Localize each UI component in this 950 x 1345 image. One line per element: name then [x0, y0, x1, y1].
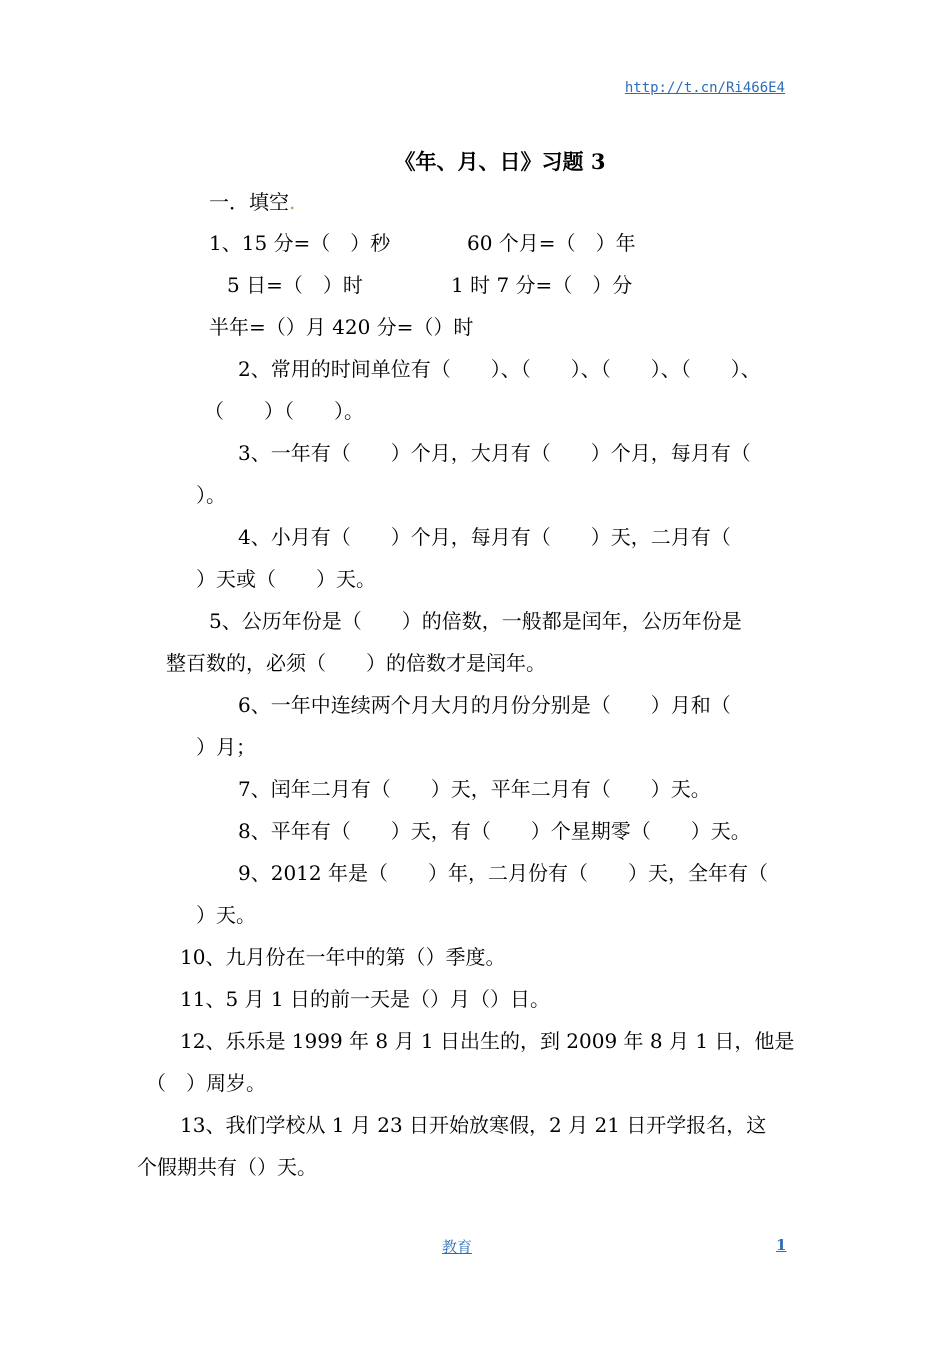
question-9-cont: ）天。 — [196, 903, 256, 927]
question-1e: 半年=（）月 420 分=（）时 — [209, 315, 474, 339]
question-1a: 1、15 分=（ ）秒 — [209, 231, 391, 255]
question-2: 2、常用的时间单位有（ ）、（ ）、（ ）、（ ）、 — [238, 357, 761, 381]
question-4-cont: ）天或（ ）天。 — [196, 567, 376, 591]
page-title: 《年、月、日》习题 3 — [394, 149, 606, 174]
question-3: 3、一年有（ ）个月，大月有（ ）个月，每月有（ — [238, 441, 751, 465]
question-8: 8、平年有（ ）天，有（ ）个星期零（ ）天。 — [238, 819, 751, 843]
question-6: 6、一年中连续两个月大月的月份分别是（ ）月和（ — [238, 693, 731, 717]
page-number[interactable]: 1 — [776, 1236, 787, 1254]
header-link[interactable]: http://t.cn/Ri466E4 — [624, 80, 785, 96]
question-5-cont: 整百数的，必须（ ）的倍数才是闰年。 — [166, 651, 546, 675]
question-1c: 5 日=（ ）时 — [227, 273, 363, 297]
question-13-cont: 个假期共有（）天。 — [137, 1155, 317, 1179]
question-12: 12、乐乐是 1999 年 8 月 1 日出生的，到 2009 年 8 月 1 日，他是 — [180, 1029, 795, 1053]
question-10: 10、九月份在一年中的第（）季度。 — [180, 945, 506, 969]
question-7: 7、闰年二月有（ ）天，平年二月有（ ）天。 — [238, 777, 711, 801]
question-11: 11、5 月 1 日的前一天是（）月（）日。 — [180, 987, 550, 1011]
question-3-cont: ）。 — [196, 483, 226, 507]
question-12-cont: （ ）周岁。 — [146, 1071, 266, 1095]
footer-link[interactable]: 教育 — [442, 1238, 473, 1256]
section-heading: 一．填空. — [209, 190, 296, 214]
question-1d: 1 时 7 分=（ ）分 — [451, 273, 633, 297]
question-4: 4、小月有（ ）个月，每月有（ ）天，二月有（ — [238, 525, 731, 549]
question-9: 9、2012 年是（ ）年，二月份有（ ）天，全年有（ — [238, 861, 768, 885]
question-13: 13、我们学校从 1 月 23 日开始放寒假，2 月 21 日开学报名，这 — [180, 1113, 767, 1137]
question-5: 5、公历年份是（ ）的倍数，一般都是闰年，公历年份是 — [209, 609, 742, 633]
question-6-cont: ）月； — [196, 735, 256, 759]
question-1b: 60 个月=（ ）年 — [467, 231, 636, 255]
question-2-cont: （ ）（ ）。 — [204, 399, 364, 423]
